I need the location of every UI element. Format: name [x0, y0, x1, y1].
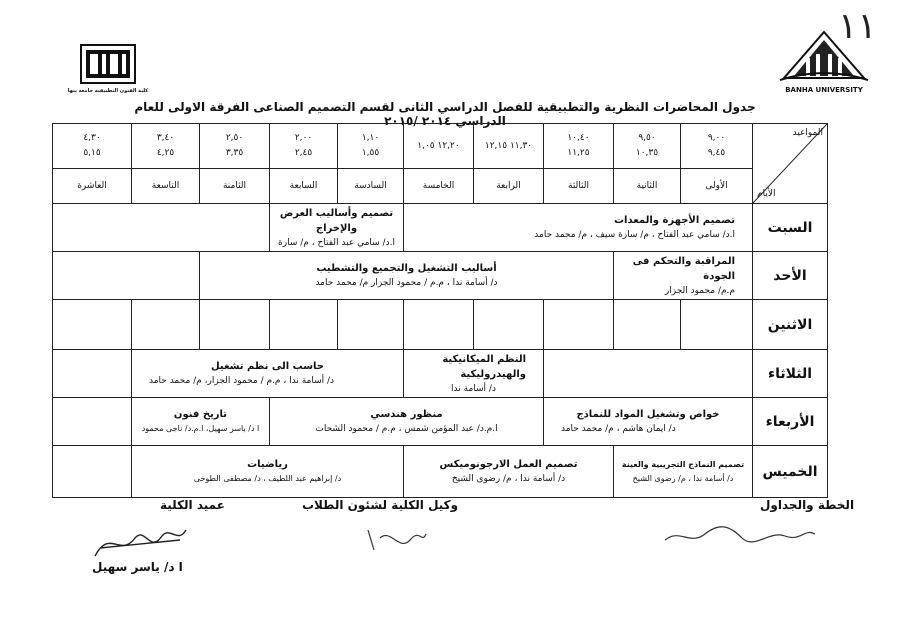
times-label: المواعيد — [792, 128, 823, 138]
empty-cell — [404, 300, 474, 350]
dean-signature-label: عميد الكلية — [160, 498, 225, 512]
period-label: السابعة — [270, 169, 338, 204]
session-cell — [270, 398, 544, 446]
day-row-thursday — [53, 446, 828, 498]
time-end: ٢,٤٥ — [294, 148, 313, 158]
day-label: الاثنين — [753, 300, 828, 350]
time-slot — [132, 124, 200, 169]
day-label: الثلاثاء — [753, 350, 828, 398]
time-slot — [614, 124, 681, 169]
session-subject: حاسب الى نظم تشغيل — [210, 361, 325, 372]
session-subject: خواص وتشغيل المواد للنماذج — [576, 409, 720, 420]
vice-dean-signature — [360, 520, 430, 560]
session-instructor: ا د/ ياسر سهيل، ا.م.د/ ناجى محمود — [141, 424, 260, 433]
time-start: ١,١٠ — [361, 133, 380, 143]
session-subject: تاريخ فنون — [173, 409, 228, 420]
session-cell — [132, 398, 270, 446]
empty-cell — [544, 350, 753, 398]
session-subject: رياضيات — [247, 459, 288, 470]
session-cell — [614, 446, 753, 498]
time-start: ٢,٥٠ — [225, 133, 244, 143]
day-row-tuesday — [53, 350, 828, 398]
period-label: السادسة — [338, 169, 404, 204]
empty-cell — [53, 350, 132, 398]
session-instructor: م.م/ محمود الجزار — [664, 285, 735, 296]
page-number-mark: ١١ — [838, 6, 877, 47]
time-start: ١٢,٢٠ ١,٠٥ — [417, 140, 460, 151]
session-subject: أساليب التشغيل والتجميع والتشطيب — [316, 263, 497, 274]
session-subject: تصميم وأساليب العرض والإخراج — [279, 207, 394, 234]
empty-cell — [53, 300, 132, 350]
session-cell — [132, 446, 404, 498]
session-cell — [132, 350, 404, 398]
empty-cell — [614, 300, 681, 350]
time-slot — [270, 124, 338, 169]
session-instructor: ا.م.د/ عبد المؤمن شمس ، م.م / محمود الشحات — [315, 424, 498, 434]
period-label: العاشرة — [53, 169, 132, 204]
period-label: الثانية — [614, 169, 681, 204]
time-slot — [404, 124, 474, 169]
day-label: الأحد — [753, 252, 828, 300]
time-end: ١١,٢٥ — [567, 148, 590, 158]
plans-signature — [660, 518, 820, 552]
session-instructor: د/ ايمان هاشم ، م/ محمد حامد — [561, 424, 676, 434]
time-start: ٩,٠٠ — [707, 133, 726, 143]
time-end: ١,٥٥ — [361, 148, 380, 158]
time-slot — [681, 124, 753, 169]
empty-cell — [544, 300, 614, 350]
session-instructor: د/ أسامة ندا ، م.م / محمود الجزار م/ محمد حامد — [315, 278, 498, 288]
session-cell — [404, 446, 614, 498]
time-start: ١١,٣٠ ١٢,١٥ — [484, 140, 533, 151]
session-subject: النظم الميكانيكية والهيدروليكية — [442, 353, 526, 380]
time-end: ٥,١٥ — [83, 148, 101, 158]
session-instructor: ا.د/ سامي عبد الفتاح ، م/ سارة سيف ، م/ محمد حامد — [534, 230, 735, 240]
empty-cell — [53, 398, 132, 446]
session-cell — [270, 204, 404, 252]
time-slot — [53, 124, 132, 169]
schedule-table — [52, 123, 828, 498]
period-label: التاسعة — [132, 169, 200, 204]
dean-name: ا د/ ياسر سهيل — [92, 560, 183, 574]
empty-cell — [200, 300, 270, 350]
empty-cell — [53, 204, 270, 252]
time-start: ٤,٣٠ — [83, 133, 101, 143]
time-end: ١٠,٣٥ — [635, 148, 659, 158]
empty-cell — [681, 300, 753, 350]
period-label: الخامسة — [404, 169, 474, 204]
empty-cell — [53, 252, 200, 300]
session-instructor: د/ أسامة ندا ، م/ رضوى الشيخ — [451, 474, 566, 484]
session-subject: منظور هندسي — [370, 409, 443, 420]
session-instructor: ا.د/ سامي عبد الفتاح ، م/ سارة — [278, 237, 395, 248]
days-label: الأيام — [757, 189, 776, 199]
vice-dean-signature-label: وكيل الكلية لشئون الطلاب — [302, 498, 459, 512]
time-start: ٣,٤٠ — [156, 133, 175, 143]
day-row-saturday — [53, 204, 828, 252]
session-subject: تصميم العمل الارجونوميكس — [439, 459, 578, 470]
session-cell — [200, 252, 614, 300]
empty-cell — [132, 300, 200, 350]
session-cell — [544, 398, 753, 446]
period-label: الأولى — [681, 169, 753, 204]
time-slot — [338, 124, 404, 169]
empty-cell — [53, 446, 132, 498]
empty-cell — [338, 300, 404, 350]
period-label: الثالثة — [544, 169, 614, 204]
day-row-wednesday — [53, 398, 828, 446]
session-cell — [404, 204, 753, 252]
plans-signature-label: الخطة والجداول — [760, 498, 855, 512]
session-instructor: د/ إبراهيم عبد اللطيف ، د/ مصطفى الطوخى — [193, 474, 342, 483]
empty-cell — [474, 300, 544, 350]
session-subject: المراقبة والتحكم فى الجودة — [632, 255, 735, 282]
day-label: السبت — [753, 204, 828, 252]
day-row-monday — [53, 300, 828, 350]
time-end: ٣,٣٥ — [225, 148, 244, 158]
university-logo-text: BANHA UNIVERSITY — [785, 86, 863, 94]
day-label: الخميس — [753, 446, 828, 498]
time-slot — [200, 124, 270, 169]
session-instructor: د/ أسامة ندا ، م/ رضوى الشيخ — [632, 474, 734, 483]
faculty-logo — [67, 44, 149, 100]
time-start: ٩,٥٠ — [638, 133, 656, 143]
time-end: ٩,٤٥ — [707, 148, 726, 158]
time-slot — [474, 124, 544, 169]
session-instructor: د/ أسامة ندا ، م.م / محمود الجزار، م/ محمد حامد — [149, 376, 335, 386]
time-slot — [544, 124, 614, 169]
time-start: ٢,٠٠ — [294, 133, 313, 143]
day-label: الأربعاء — [753, 398, 828, 446]
header-corner-cell — [753, 124, 828, 204]
period-label: الثامنة — [200, 169, 270, 204]
dean-signature — [90, 518, 190, 564]
time-end: ٤,٢٥ — [156, 148, 175, 158]
period-label: الرابعة — [474, 169, 544, 204]
session-instructor: د/ أسامة ندا — [451, 383, 496, 394]
schedule-title: جدول المحاضرات النظرية والتطبيقية للفصل الدراسي الثانى لقسم التصميم الصناعى الفرقة الاولى للعام الدراسي ٢٠١٤ /٢٠١٥ — [134, 100, 756, 128]
time-start: ١٠,٤٠ — [567, 133, 590, 143]
faculty-logo-text: كلية الفنون التطبيقية جامعة بنها — [67, 88, 149, 94]
session-cell — [614, 252, 753, 300]
session-cell — [404, 350, 544, 398]
session-subject: تصميم النماذج التجريبية والعينة — [621, 460, 745, 469]
empty-cell — [270, 300, 338, 350]
day-row-sunday — [53, 252, 828, 300]
session-subject: تصميم الأجهزة والمعدات — [613, 215, 735, 226]
